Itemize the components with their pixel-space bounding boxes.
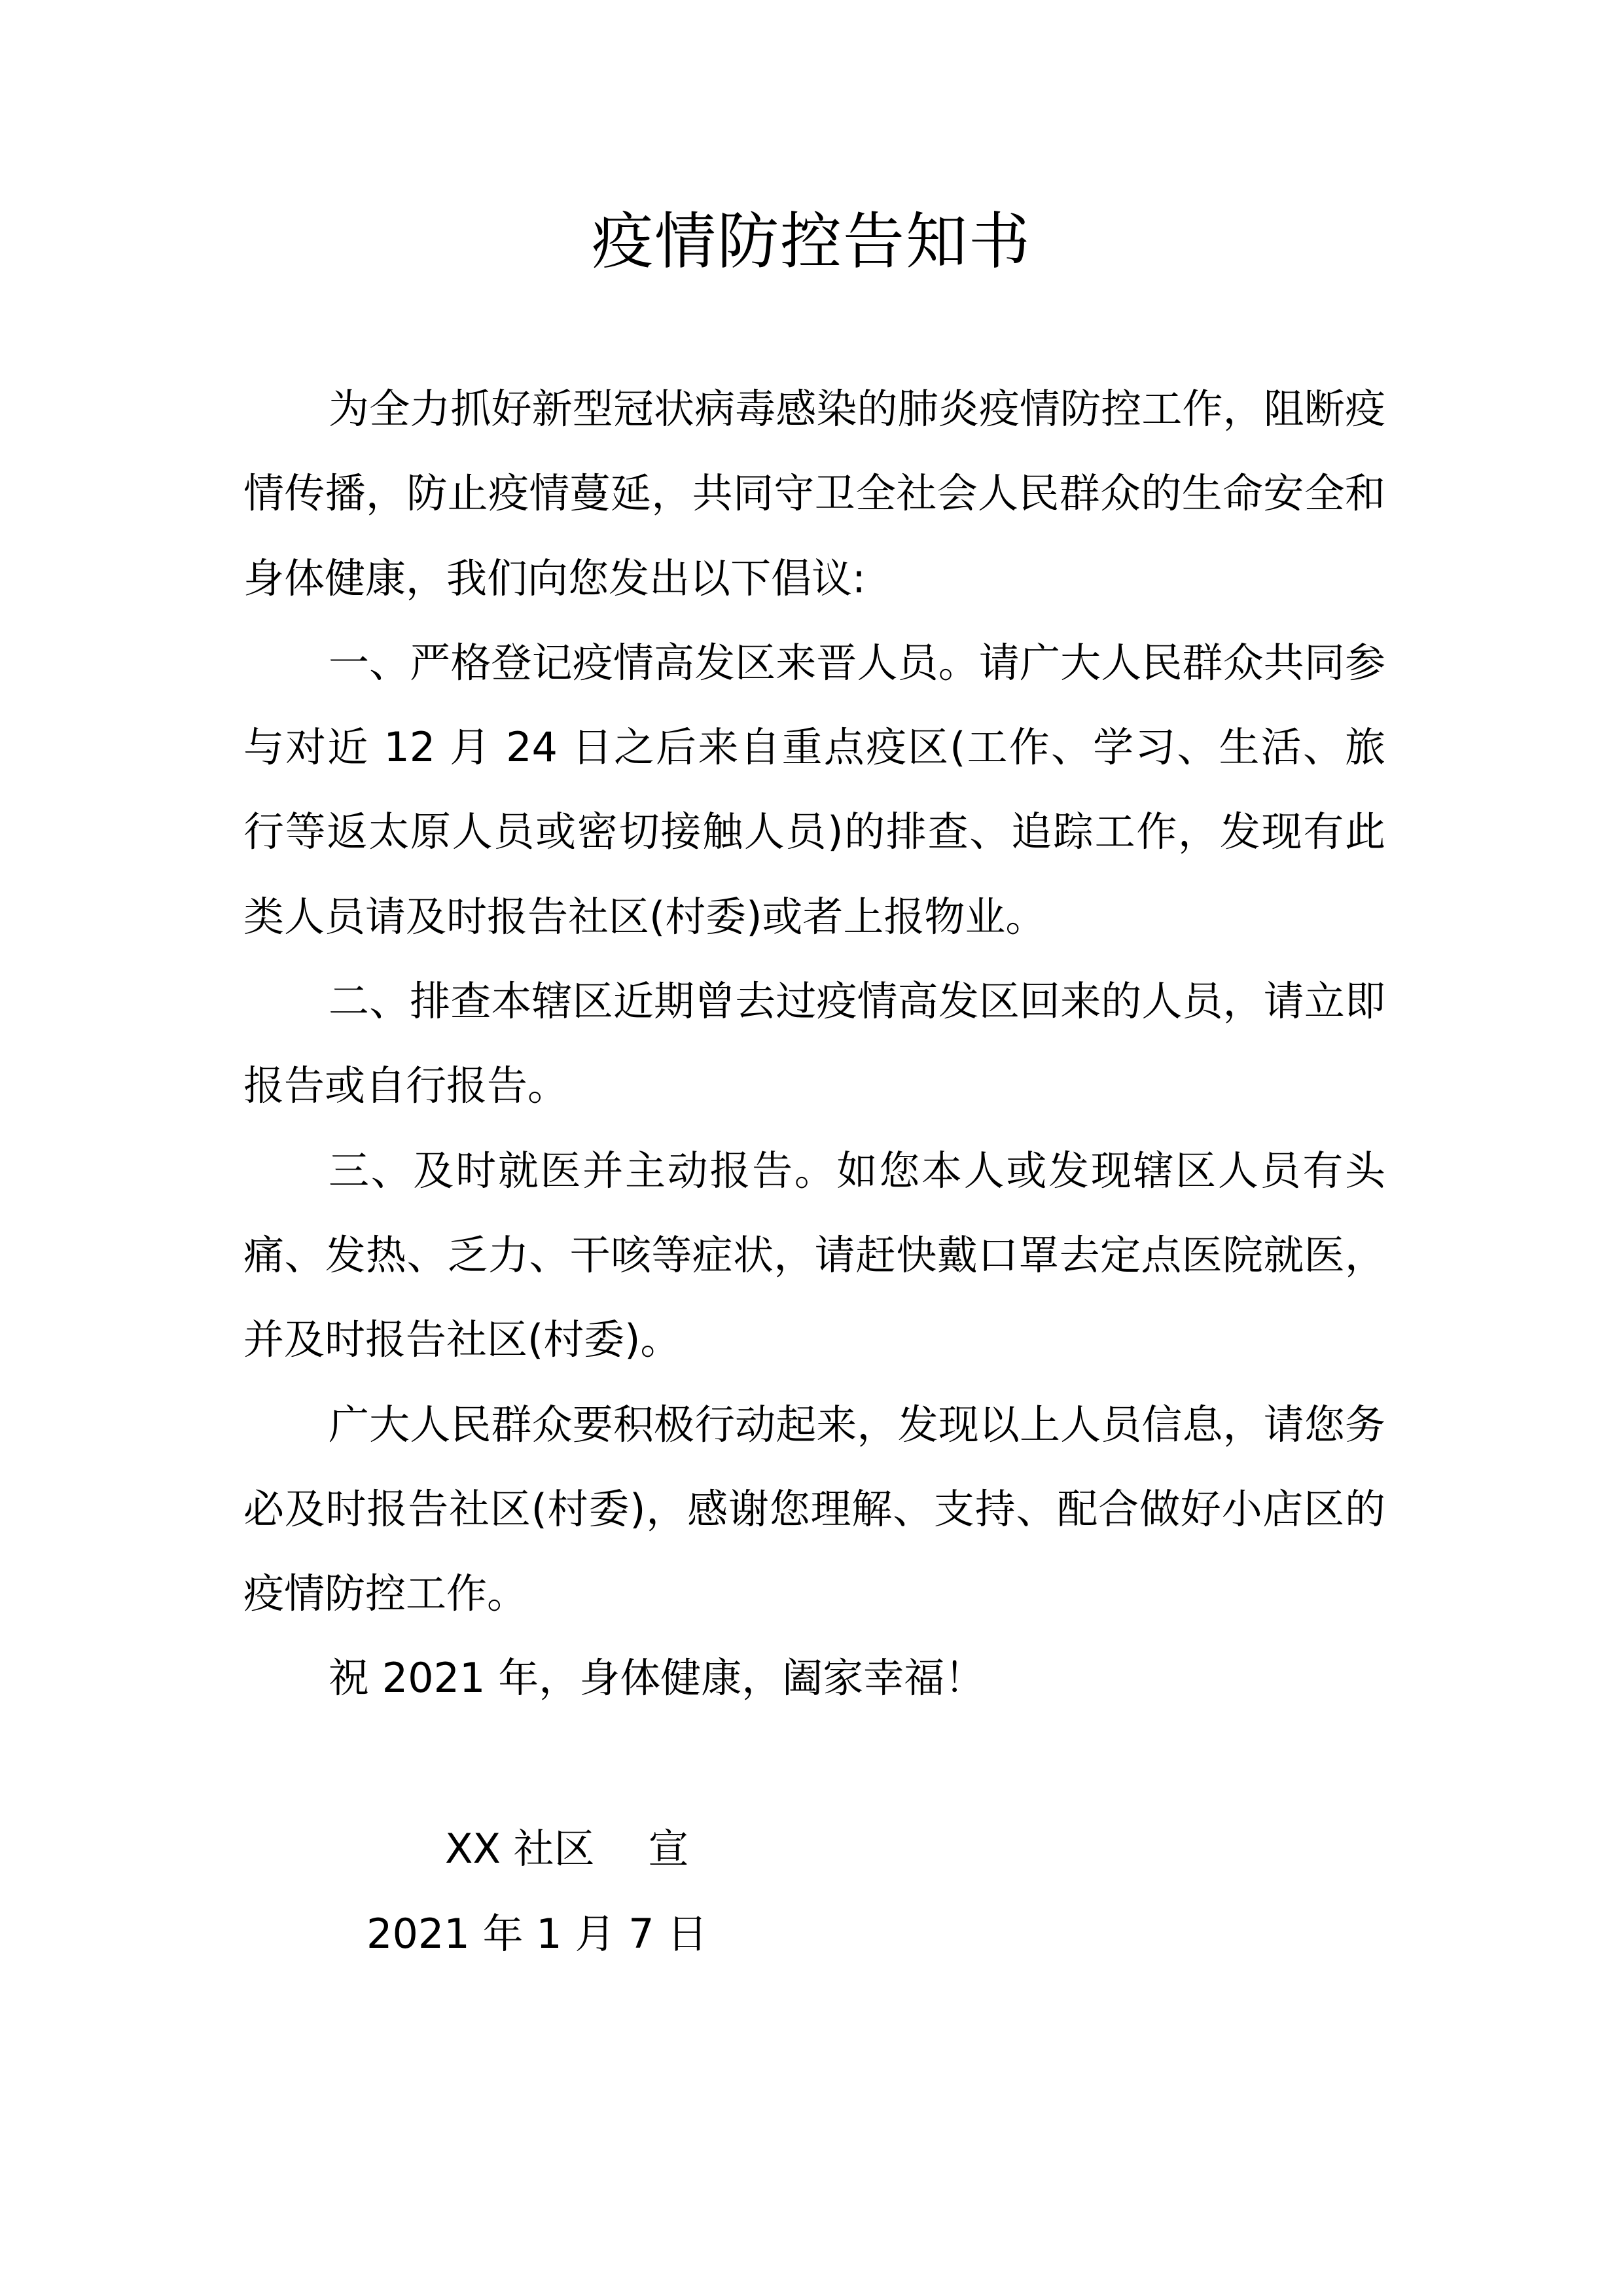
signature-date: 2021 年 1 月 7 日 <box>366 1910 708 1958</box>
appeal-paragraph: 广大人民群众要积极行动起来，发现以上人员信息，请您务必及时报告社区(村委)，感谢您理解、支持、配合做好小店区的疫情防控工作。 <box>243 1400 1385 1618</box>
document-body <box>243 367 1385 1721</box>
item-one-paragraph: 一、严格登记疫情高发区来晋人员。请广大人民群众共同参与对近 12 月 24 日之后来自重点疫区(工作、学习、生活、旅行等返太原人员或密切接触人员)的排查、追踪工作，发现有此类人员请及时报告社区(村委)或者上报物业。 <box>243 638 1385 941</box>
signature-organization: XX 社区 宣 <box>445 1825 689 1873</box>
item-two-paragraph: 二、排查本辖区近期曾去过疫情高发区回来的人员，请立即报告或自行报告。 <box>243 977 1385 1110</box>
greeting-paragraph: 祝 2021 年，身体健康，阖家幸福！ <box>329 1654 986 1702</box>
document-title: 疫情防控告知书 <box>591 206 1031 278</box>
item-three-paragraph: 三、及时就医并主动报告。如您本人或发现辖区人员有头痛、发热、乏力、干咳等症状，请赶快戴口罩去定点医院就医，并及时报告社区(村委)。 <box>243 1146 1385 1364</box>
intro-paragraph: 为全力抓好新型冠状病毒感染的肺炎疫情防控工作，阻断疫情传播，防止疫情蔓延，共同守卫全社会人民群众的生命安全和身体健康，我们向您发出以下倡议: <box>243 385 1385 602</box>
